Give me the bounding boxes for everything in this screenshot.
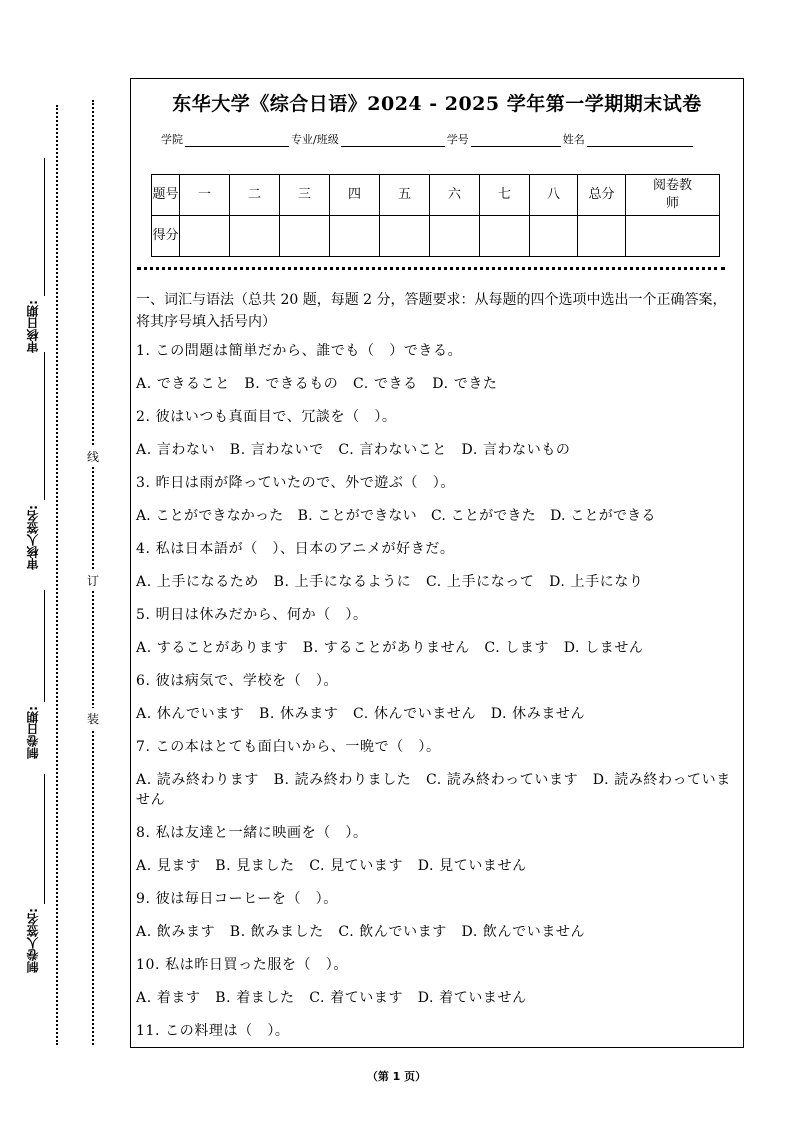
margin-char-ding: 订: [87, 570, 99, 591]
name-label: 姓名: [562, 133, 585, 146]
column-header: 八: [530, 175, 578, 216]
options-line: A. することがあります B. することがありません C. します D. しません: [136, 640, 644, 656]
paper-maker-signature-label: 制卷人签名:: [26, 908, 40, 973]
question-number-header: 题号: [152, 175, 180, 216]
school-blank[interactable]: [185, 134, 289, 147]
question-line: 1. この問題は簡単だから、誰でも（ ）できる。: [136, 343, 463, 359]
options-line: A. 見ます B. 見ました C. 見ています D. 見ていません: [136, 858, 527, 874]
student-id-label: 学号: [446, 133, 469, 146]
column-header: 二: [230, 175, 280, 216]
question-line: 3. 昨日は雨が降っていたので、外で遊ぶ（ ）。: [136, 475, 455, 491]
column-header: 总分: [578, 175, 626, 216]
section-vocabulary-grammar: [136, 289, 740, 1054]
column-header: 四: [330, 175, 380, 216]
question-line: 10. 私は昨日買った服を（ ）。: [136, 957, 348, 973]
score-cell[interactable]: [578, 216, 626, 257]
margin-char-xian: 线: [87, 446, 99, 467]
page-number: （第 1 页）: [366, 1070, 427, 1083]
score-cell[interactable]: [430, 216, 480, 257]
column-header: 七: [480, 175, 530, 216]
options-line: A. 言わない B. 言わないで C. 言わないこと D. 言わないもの: [136, 442, 571, 458]
column-header: 五: [380, 175, 430, 216]
student-info-row: [161, 131, 695, 147]
paper-date-label: 制卷日期:: [26, 706, 40, 759]
options-line: A. ことができなかった B. ことができない C. ことができた D. ことができる: [136, 508, 656, 524]
major-class-label: 专业/班级: [291, 133, 339, 146]
column-header: 一: [180, 175, 230, 216]
options-line: A. できること B. できるもの C. できる D. できた: [136, 376, 498, 392]
question-line: 2. 彼はいつも真面目で、冗談を（ ）。: [136, 409, 397, 425]
options-line: A. 休んでいます B. 休みます C. 休んでいません D. 休みません: [136, 706, 586, 722]
exam-frame: [130, 78, 744, 1048]
score-cell[interactable]: [180, 216, 230, 257]
score-table-header-row: [152, 175, 720, 216]
review-date-line: [44, 158, 45, 296]
column-header: 六: [430, 175, 480, 216]
score-row-header: 得分: [152, 216, 180, 257]
score-cell[interactable]: [330, 216, 380, 257]
score-cell[interactable]: [530, 216, 578, 257]
margin-char-zhuang: 装: [87, 708, 99, 729]
name-blank[interactable]: [587, 134, 693, 147]
score-cell[interactable]: [626, 216, 720, 257]
score-table-score-row: [152, 216, 720, 257]
student-id-blank[interactable]: [471, 134, 561, 147]
score-cell[interactable]: [380, 216, 430, 257]
separator-dotted-line: [137, 267, 725, 270]
score-cell[interactable]: [480, 216, 530, 257]
options-line: A. 着ます B. 着ました C. 着ています D. 着ていません: [136, 990, 527, 1006]
question-line: 4. 私は日本語が（ ）、日本のアニメが好きだ。: [136, 541, 455, 557]
question-line: 9. 彼は毎日コーヒーを（ ）。: [136, 891, 338, 907]
exam-title: 东华大学《综合日语》2024 - 2025 学年第一学期期末试卷: [172, 93, 702, 115]
paper-maker-signature-line: [44, 774, 45, 904]
section-heading: 一、词汇与语法（总共 20 题，每题 2 分，答题要求：从每题的四个选项中选出一个正确答案，将其序号填入括号内）: [136, 292, 727, 330]
margin-dotted-line-outer: [56, 105, 58, 1045]
question-line: 7. この本はとても面白いから、一晩で（ ）。: [136, 739, 441, 755]
review-date-label: 审核日期:: [26, 300, 40, 353]
score-cell[interactable]: [280, 216, 330, 257]
options-line: A. 読み終わります B. 読み終わりました C. 読み終わっています D. 読み終わっていません: [136, 772, 731, 808]
school-label: 学院: [161, 133, 183, 146]
score-cell[interactable]: [230, 216, 280, 257]
major-class-blank[interactable]: [341, 134, 445, 147]
column-header: 阅卷教师: [626, 175, 720, 216]
question-line: 6. 彼は病気で、学校を（ ）。: [136, 673, 339, 689]
question-line: 8. 私は友達と一緒に映画を（ ）。: [136, 825, 368, 841]
options-line: A. 上手になるため B. 上手になるように C. 上手になって D. 上手になり: [136, 574, 644, 590]
reviewer-signature-label: 审核人签名:: [26, 505, 40, 570]
options-line: A. 飲みます B. 飲みました C. 飲んでいます D. 飲んでいません: [136, 924, 586, 940]
question-line: 5. 明日は休みだから、何か（ ）。: [136, 607, 368, 623]
score-table: [151, 174, 720, 257]
column-header: 三: [280, 175, 330, 216]
paper-date-line: [44, 590, 45, 702]
question-line: 11. この料理は（ ）。: [136, 1023, 290, 1039]
reviewer-signature-line: [44, 352, 45, 500]
